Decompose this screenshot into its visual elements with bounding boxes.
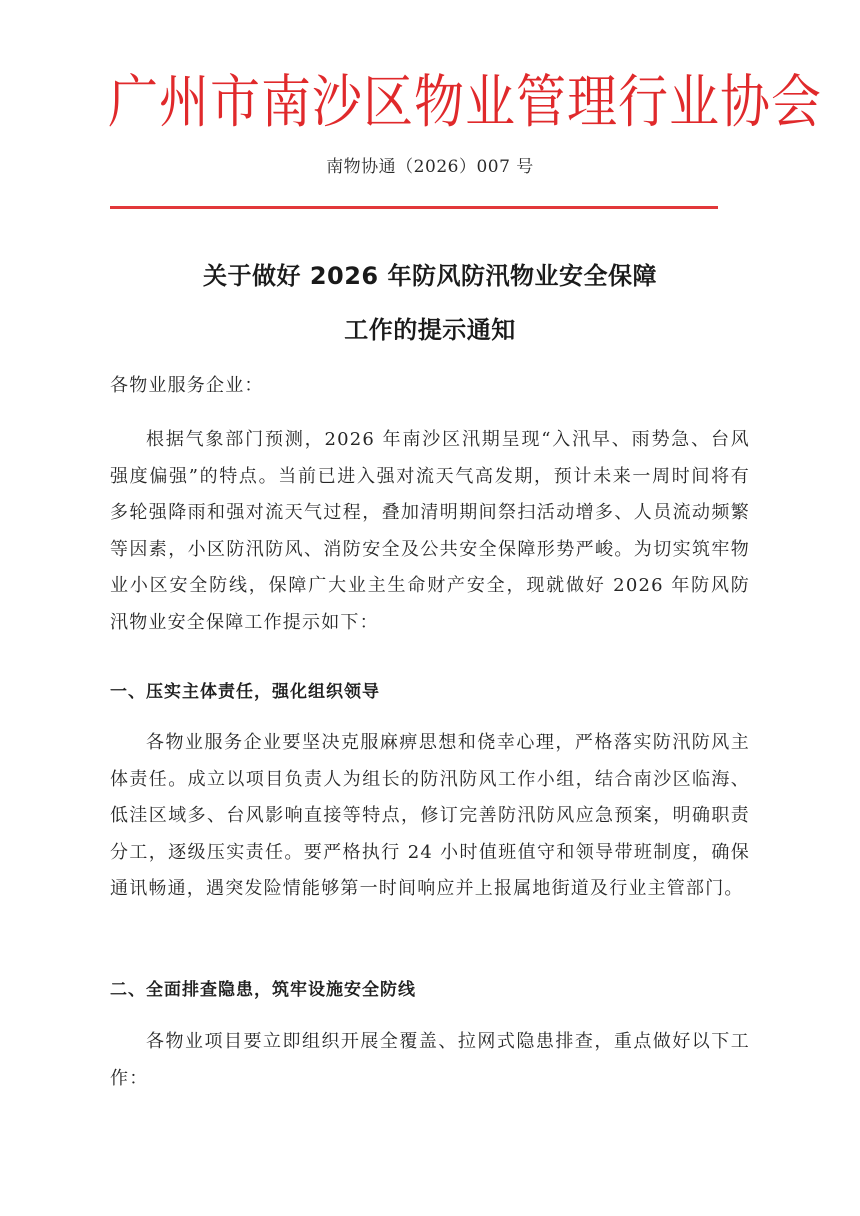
notice-title-line-1: 关于做好 2026 年防风防汛物业安全保障 bbox=[202, 262, 657, 290]
intro-paragraph: 根据气象部门预测，2026 年南沙区汛期呈现“入汛早、雨势急、台风强度偏强”的特点。当前已进入强对流天气高发期，预计未来一周时间将有多轮强降雨和强对流天气过程，叠加清明期间祭扫活动增多、人员流动频繁等因素，小区防汛防风、消防安全及公共安全保障形势严峻。为切实筑牢物业小区安全防线，保障广大业主生命财产安全，现就做好 2026 年防风防汛物业安全保障工作提示如下： bbox=[110, 429, 750, 633]
letterhead-divider bbox=[110, 206, 718, 209]
section-heading-1: 一、压实主体责任，强化组织领导 bbox=[110, 682, 380, 702]
section-1-paragraph: 各物业服务企业要坚决克服麻痹思想和侥幸心理，严格落实防汛防风主体责任。成立以项目负责人为组长的防汛防风工作小组，结合南沙区临海、低洼区域多、台风影响直接等特点，修订完善防汛防风应急预案，明确职责分工，逐级压实责任。要严格执行 24 小时值班值守和领导带班制度，确保通讯畅通，遇突发险情能够第一时间响应并上报属地街道及行业主管部门。 bbox=[110, 732, 750, 900]
section-heading-2: 二、全面排查隐患，筑牢设施安全防线 bbox=[110, 980, 416, 1000]
document-number: 南物协通（2026）007 号 bbox=[326, 157, 534, 177]
salutation: 各物业服务企业： bbox=[110, 375, 264, 396]
organization-letterhead: 广州市南沙区物业管理行业协会 bbox=[108, 68, 822, 136]
notice-title-line-2: 工作的提示通知 bbox=[344, 316, 516, 344]
section-2-paragraph: 各物业项目要立即组织开展全覆盖、拉网式隐患排查，重点做好以下工作： bbox=[110, 1031, 750, 1089]
